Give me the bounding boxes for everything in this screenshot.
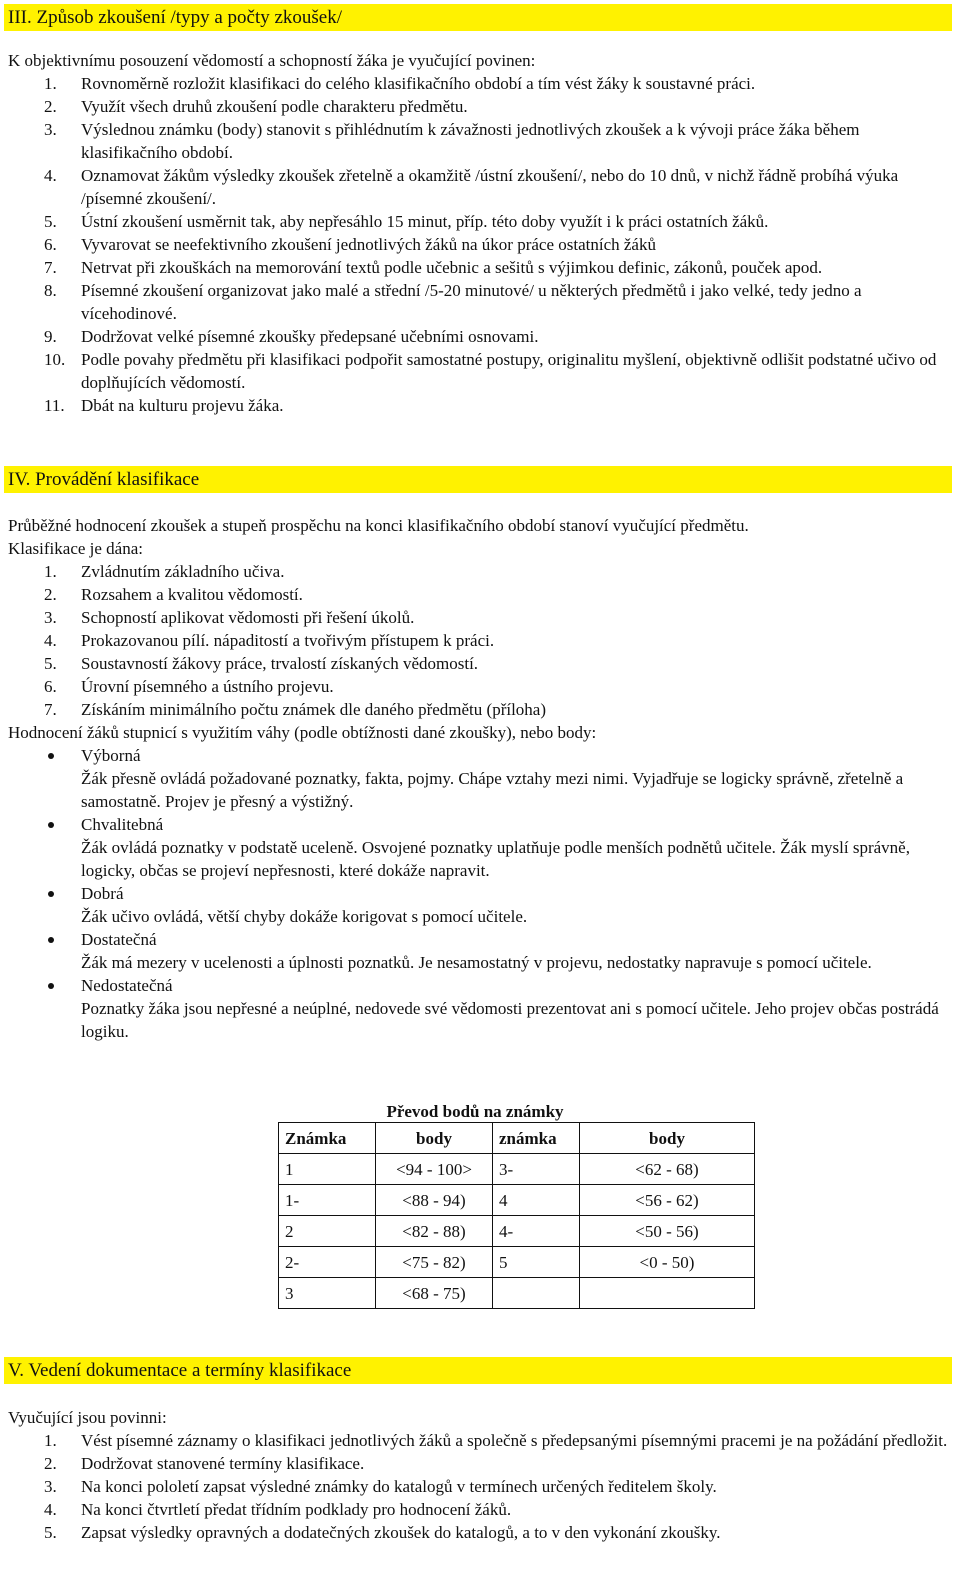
section-4-intro-2: Klasifikace je dána: bbox=[8, 539, 143, 558]
grade-description: Žák přesně ovládá požadované poznatky, fakta, pojmy. Chápe vztahy mezi nimi. Vyjadřuje se logicky správně, zřetelně a samostatně. Projev je přesný a výstižný. bbox=[81, 769, 904, 811]
table-cell: <75 - 82) bbox=[376, 1247, 493, 1278]
list-item-number: 7. bbox=[44, 258, 57, 277]
grade-body bbox=[81, 813, 948, 882]
table-cell: 2- bbox=[279, 1247, 376, 1278]
list-item-text: Zapsat výsledky opravných a dodatečných zkoušek do katalogů, a to v den vykonání zkoušky. bbox=[81, 1523, 721, 1542]
table-row bbox=[279, 1154, 755, 1185]
list-item bbox=[8, 1429, 948, 1452]
section-5-body bbox=[8, 1406, 948, 1544]
list-item-text: Dodržovat stanovené termíny klasifikace. bbox=[81, 1454, 365, 1473]
table-cell: <62 - 68) bbox=[580, 1154, 755, 1185]
list-item-number: 11. bbox=[44, 396, 65, 415]
list-item-text: Netrvat při zkouškách na memorování textů podle učebnic a sešitů s výjimkou definic, zákonů, pouček apod. bbox=[81, 258, 823, 277]
list-item-number: 4. bbox=[44, 1500, 57, 1519]
section-3-intro: K objektivnímu posouzení vědomostí a schopností žáka je vyučující povinen: bbox=[8, 51, 536, 70]
section-3-body bbox=[8, 49, 948, 417]
list-item-text: Na konci čtvrtletí předat třídním podklady pro hodnocení žáků. bbox=[81, 1500, 512, 1519]
table-cell: <94 - 100> bbox=[376, 1154, 493, 1185]
table-header-cell: body bbox=[580, 1123, 755, 1154]
list-item bbox=[8, 279, 948, 325]
list-item-number: 3. bbox=[44, 120, 57, 139]
grade-name: Dostatečná bbox=[81, 930, 157, 949]
grades-list bbox=[8, 744, 948, 1043]
bullet-icon bbox=[8, 813, 81, 882]
list-item-text: Dbát na kulturu projevu žáka. bbox=[81, 396, 284, 415]
list-item-number: 5. bbox=[44, 654, 57, 673]
list-item-number: 8. bbox=[44, 281, 57, 300]
table-header-cell: Známka bbox=[279, 1123, 376, 1154]
table-cell: <82 - 88) bbox=[376, 1216, 493, 1247]
list-item bbox=[8, 1521, 948, 1544]
list-item-text: Ústní zkoušení usměrnit tak, aby nepřesáhlo 15 minut, příp. této doby využít i k práci ostatních žáků. bbox=[81, 212, 769, 231]
list-item-text: Využít všech druhů zkoušení podle charakteru předmětu. bbox=[81, 97, 468, 116]
list-item-text: Výslednou známku (body) stanovit s přihlédnutím k závažnosti jednotlivých zkoušek a k vývoji práce žáka během klasifikačního období. bbox=[81, 120, 860, 162]
list-item bbox=[8, 1498, 948, 1521]
list-item bbox=[8, 95, 948, 118]
list-item-text: Podle povahy předmětu při klasifikaci podpořit samostatné postupy, originalitu myšlení, objektivně odlišit podstatné učivo od doplňujících vědomostí. bbox=[81, 350, 937, 392]
table-cell: <56 - 62) bbox=[580, 1185, 755, 1216]
table-row bbox=[279, 1216, 755, 1247]
grade-body bbox=[81, 974, 948, 1043]
list-item bbox=[8, 256, 948, 279]
table-cell: 4 bbox=[493, 1185, 580, 1216]
section-3-heading-text: III. Způsob zkoušení /typy a počty zkoušek/ bbox=[8, 7, 343, 28]
section-4-heading bbox=[4, 466, 952, 493]
section-3-heading bbox=[4, 4, 952, 31]
conversion-table-header-row bbox=[279, 1123, 755, 1154]
grade-name: Nedostatečná bbox=[81, 976, 173, 995]
list-item-number: 1. bbox=[44, 562, 57, 581]
table-cell: <88 - 94) bbox=[376, 1185, 493, 1216]
list-item-number: 10. bbox=[44, 350, 66, 369]
section-3-list bbox=[8, 72, 948, 417]
section-4-body bbox=[8, 514, 948, 1043]
grade-item bbox=[8, 974, 948, 1043]
table-cell: 1 bbox=[279, 1154, 376, 1185]
grading-intro: Hodnocení žáků stupnicí s využitím váhy (podle obtížnosti dané zkoušky), nebo body: bbox=[8, 723, 597, 742]
list-item-text: Písemné zkoušení organizovat jako malé a střední /5-20 minutové/ u některých předmětů i jako velké, tedy jedno a vícehodinové. bbox=[81, 281, 862, 323]
list-item-number: 1. bbox=[44, 1431, 57, 1450]
list-item bbox=[8, 652, 948, 675]
list-item-text: Rozsahem a kvalitou vědomostí. bbox=[81, 585, 303, 604]
table-cell bbox=[493, 1278, 580, 1309]
list-item bbox=[8, 325, 948, 348]
grade-item bbox=[8, 813, 948, 882]
grade-name: Dobrá bbox=[81, 884, 124, 903]
table-cell: 3- bbox=[493, 1154, 580, 1185]
table-row bbox=[279, 1185, 755, 1216]
grade-description: Žák ovládá poznatky v podstatě uceleně. Osvojené poznatky uplatňuje podle menších podnětů učitele. Žák myslí správně, logicky, občas se projeví nepřesnosti, které dokáže napravit. bbox=[81, 838, 910, 880]
grade-description: Žák učivo ovládá, větší chyby dokáže korigovat s pomocí učitele. bbox=[81, 907, 528, 926]
table-row bbox=[279, 1247, 755, 1278]
table-header-cell: body bbox=[376, 1123, 493, 1154]
section-5-intro: Vyučující jsou povinni: bbox=[8, 1408, 167, 1427]
table-cell: <50 - 56) bbox=[580, 1216, 755, 1247]
list-item-text: Zvládnutím základního učiva. bbox=[81, 562, 285, 581]
list-item bbox=[8, 629, 948, 652]
list-item-text: Získáním minimálního počtu známek dle daného předmětu (příloha) bbox=[81, 700, 547, 719]
list-item bbox=[8, 675, 948, 698]
list-item bbox=[8, 698, 948, 721]
table-cell bbox=[580, 1278, 755, 1309]
table-cell: 4- bbox=[493, 1216, 580, 1247]
grade-item bbox=[8, 744, 948, 813]
list-item bbox=[8, 72, 948, 95]
list-item-text: Úrovní písemného a ústního projevu. bbox=[81, 677, 334, 696]
grade-description: Poznatky žáka jsou nepřesné a neúplné, nedovede své vědomosti prezentovat ani s pomocí učitele. Jeho projev občas postrádá logiku. bbox=[81, 999, 939, 1041]
list-item-text: Dodržovat velké písemné zkoušky předepsané učebními osnovami. bbox=[81, 327, 539, 346]
list-item bbox=[8, 348, 948, 394]
table-cell: <68 - 75) bbox=[376, 1278, 493, 1309]
bullet-icon bbox=[8, 928, 81, 974]
table-cell: 1- bbox=[279, 1185, 376, 1216]
list-item-number: 6. bbox=[44, 235, 57, 254]
list-item-text: Soustavností žákovy práce, trvalostí získaných vědomostí. bbox=[81, 654, 479, 673]
list-item-number: 6. bbox=[44, 677, 57, 696]
list-item bbox=[8, 1452, 948, 1475]
table-row bbox=[279, 1278, 755, 1309]
grade-body bbox=[81, 928, 948, 974]
grade-item bbox=[8, 928, 948, 974]
list-item bbox=[8, 394, 948, 417]
list-item-number: 4. bbox=[44, 166, 57, 185]
grade-item bbox=[8, 882, 948, 928]
list-item-text: Prokazovanou pílí. nápaditostí a tvořivým přístupem k práci. bbox=[81, 631, 495, 650]
grade-body bbox=[81, 882, 948, 928]
list-item-number: 3. bbox=[44, 1477, 57, 1496]
section-5-heading bbox=[4, 1357, 952, 1384]
bullet-icon bbox=[8, 974, 81, 1043]
list-item bbox=[8, 164, 948, 210]
section-4-intro-1: Průběžné hodnocení zkoušek a stupeň prospěchu na konci klasifikačního období stanoví vyučující předmětu. bbox=[8, 516, 749, 535]
table-cell: 3 bbox=[279, 1278, 376, 1309]
list-item-number: 2. bbox=[44, 97, 57, 116]
section-5-heading-text: V. Vedení dokumentace a termíny klasifikace bbox=[8, 1360, 352, 1381]
bullet-icon bbox=[8, 882, 81, 928]
section-4-heading-text: IV. Provádění klasifikace bbox=[8, 469, 200, 490]
list-item bbox=[8, 118, 948, 164]
table-cell: 2 bbox=[279, 1216, 376, 1247]
conversion-table bbox=[278, 1122, 755, 1309]
list-item-number: 2. bbox=[44, 585, 57, 604]
conversion-table-title: Převod bodů na známky bbox=[386, 1102, 564, 1121]
grade-name: Výborná bbox=[81, 746, 141, 765]
list-item-text: Rovnoměrně rozložit klasifikaci do celého klasifikačního období a tím vést žáky k soustavné práci. bbox=[81, 74, 756, 93]
list-item-text: Oznamovat žákům výsledky zkoušek zřetelně a okamžitě /ústní zkoušení/, nebo do 10 dnů, v nichž řádně probíhá výuka /písemné zkoušení/. bbox=[81, 166, 899, 208]
table-cell: 5 bbox=[493, 1247, 580, 1278]
list-item bbox=[8, 1475, 948, 1498]
list-item-text: Vyvarovat se neefektivního zkoušení jednotlivých žáků na úkor práce ostatních žáků bbox=[81, 235, 656, 254]
list-item bbox=[8, 560, 948, 583]
list-item-number: 2. bbox=[44, 1454, 57, 1473]
grade-body bbox=[81, 744, 948, 813]
grade-description: Žák má mezery v ucelenosti a úplnosti poznatků. Je nesamostatný v projevu, nedostatky napravuje s pomocí učitele. bbox=[81, 953, 872, 972]
list-item-number: 1. bbox=[44, 74, 57, 93]
list-item-number: 4. bbox=[44, 631, 57, 650]
table-header-cell: známka bbox=[493, 1123, 580, 1154]
list-item-number: 9. bbox=[44, 327, 57, 346]
section-4-list bbox=[8, 560, 948, 721]
conversion-table-wrap bbox=[0, 1100, 960, 1303]
list-item-text: Vést písemné záznamy o klasifikaci jednotlivých žáků a společně s předepsanými písemnými pracemi je na požádání předložit. bbox=[81, 1431, 948, 1450]
list-item-number: 5. bbox=[44, 212, 57, 231]
table-cell: <0 - 50) bbox=[580, 1247, 755, 1278]
list-item-number: 5. bbox=[44, 1523, 57, 1542]
grade-name: Chvalitebná bbox=[81, 815, 164, 834]
section-5-list bbox=[8, 1429, 948, 1544]
list-item-text: Na konci pololetí zapsat výsledné známky do katalogů v termínech určených ředitelem školy. bbox=[81, 1477, 717, 1496]
list-item-number: 7. bbox=[44, 700, 57, 719]
list-item bbox=[8, 583, 948, 606]
bullet-icon bbox=[8, 744, 81, 813]
list-item-number: 3. bbox=[44, 608, 57, 627]
list-item bbox=[8, 210, 948, 233]
list-item bbox=[8, 233, 948, 256]
list-item-text: Schopností aplikovat vědomosti při řešení úkolů. bbox=[81, 608, 415, 627]
list-item bbox=[8, 606, 948, 629]
